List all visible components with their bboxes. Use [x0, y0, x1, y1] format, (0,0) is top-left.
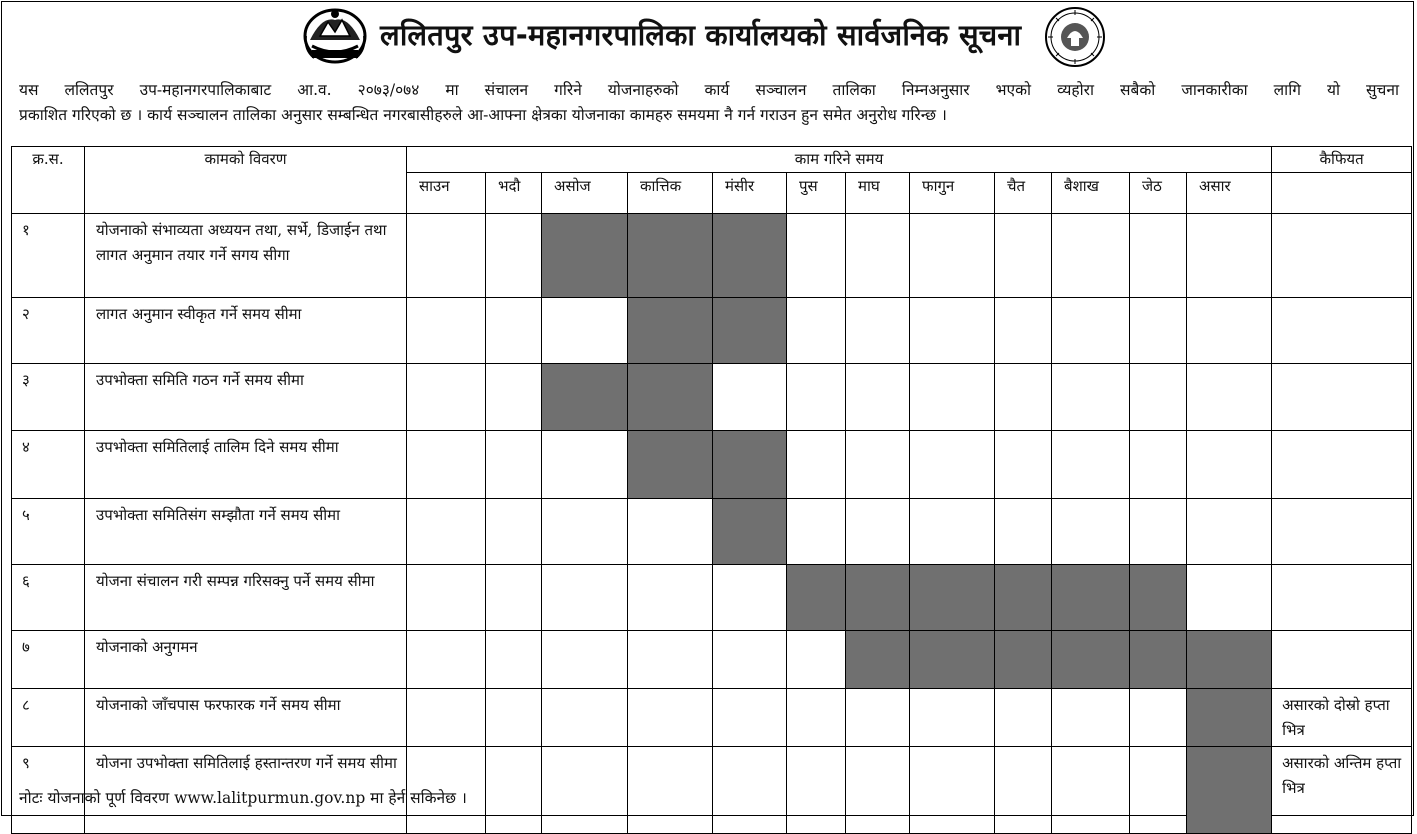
- schedule-cell: [846, 689, 910, 747]
- schedule-cell: [846, 431, 910, 499]
- month-header: बैशाख: [1052, 173, 1130, 214]
- remark: [1272, 298, 1412, 364]
- serial-number: २: [12, 298, 85, 364]
- remark: [1272, 364, 1412, 431]
- table-row: [12, 431, 1412, 499]
- schedule-cell: [1130, 431, 1187, 499]
- schedule-cell: [846, 214, 910, 298]
- schedule-cell-active: [1187, 631, 1272, 689]
- schedule-cell: [1052, 298, 1130, 364]
- schedule-cell: [1187, 565, 1272, 631]
- schedule-cell: [846, 747, 910, 834]
- schedule-cell-active: [787, 565, 846, 631]
- schedule-cell: [628, 565, 713, 631]
- schedule-cell: [486, 565, 542, 631]
- schedule-cell: [628, 689, 713, 747]
- month-header: असार: [1187, 173, 1272, 214]
- schedule-cell: [1130, 298, 1187, 364]
- schedule-cell: [1187, 298, 1272, 364]
- schedule-cell: [910, 431, 995, 499]
- schedule-cell: [407, 499, 486, 565]
- schedule-cell: [407, 565, 486, 631]
- task-description: उपभोक्ता समितिलाई तालिम दिने समय सीमा: [85, 431, 407, 499]
- task-description: योजनाको संभाव्यता अध्ययन तथा, सर्भे, डिजाईन तथा लागत अनुमान तयार गर्ने सगय सीगा: [85, 214, 407, 298]
- schedule-cell-active: [713, 298, 787, 364]
- col-header-work-time: काम गरिने समय: [407, 147, 1272, 173]
- schedule-cell: [910, 499, 995, 565]
- schedule-cell-active: [995, 631, 1052, 689]
- schedule-cell-active: [1052, 631, 1130, 689]
- schedule-cell: [407, 214, 486, 298]
- schedule-cell: [1052, 364, 1130, 431]
- serial-number: ५: [12, 499, 85, 565]
- schedule-cell: [1052, 747, 1130, 834]
- remark: [1272, 565, 1412, 631]
- schedule-cell-active: [910, 631, 995, 689]
- schedule-cell-active: [995, 565, 1052, 631]
- schedule-cell: [628, 499, 713, 565]
- schedule-cell-active: [713, 431, 787, 499]
- schedule-cell: [1187, 214, 1272, 298]
- schedule-cell: [542, 747, 628, 834]
- serial-number: ६: [12, 565, 85, 631]
- schedule-cell: [910, 747, 995, 834]
- table-row: [12, 214, 1412, 298]
- month-header: भदौ: [486, 173, 542, 214]
- schedule-cell: [846, 364, 910, 431]
- schedule-cell: [713, 689, 787, 747]
- schedule-cell: [486, 631, 542, 689]
- remark: [1272, 499, 1412, 565]
- col-header-sn: क्र.स.: [12, 147, 85, 214]
- work-schedule-table: [11, 146, 1412, 834]
- schedule-cell: [542, 431, 628, 499]
- month-header: चैत: [995, 173, 1052, 214]
- schedule-cell: [628, 747, 713, 834]
- schedule-cell: [1052, 689, 1130, 747]
- serial-number: ७: [12, 631, 85, 689]
- schedule-cell-active: [713, 214, 787, 298]
- schedule-cell: [1130, 499, 1187, 565]
- schedule-cell: [995, 499, 1052, 565]
- month-header: मंसीर: [713, 173, 787, 214]
- schedule-cell: [407, 631, 486, 689]
- schedule-cell-active: [846, 565, 910, 631]
- remark: असारको दोस्रो हप्ता भित्र: [1272, 689, 1412, 747]
- schedule-cell: [407, 364, 486, 431]
- schedule-cell: [542, 298, 628, 364]
- schedule-body: [12, 214, 1412, 834]
- task-description: योजना उपभोक्ता समितिलाई हस्तान्तरण गर्ने समय सीमा: [85, 747, 407, 834]
- schedule-cell: [787, 298, 846, 364]
- schedule-cell: [1130, 747, 1187, 834]
- lalitpur-municipality-seal-icon: [1041, 6, 1109, 68]
- month-header: असोज: [542, 173, 628, 214]
- month-header: पुस: [787, 173, 846, 214]
- schedule-cell: [910, 214, 995, 298]
- table-row: [12, 689, 1412, 747]
- schedule-cell-active: [542, 364, 628, 431]
- schedule-cell: [846, 298, 910, 364]
- schedule-cell: [486, 364, 542, 431]
- month-header: जेठ: [1130, 173, 1187, 214]
- task-description: योजनाको जाँचपास फरफारक गर्ने समय सीमा: [85, 689, 407, 747]
- table-row: [12, 298, 1412, 364]
- schedule-cell: [486, 747, 542, 834]
- serial-number: ८: [12, 689, 85, 747]
- schedule-cell: [628, 631, 713, 689]
- schedule-cell: [846, 499, 910, 565]
- schedule-cell: [995, 747, 1052, 834]
- schedule-cell: [486, 214, 542, 298]
- schedule-cell: [1130, 214, 1187, 298]
- remark: [1272, 631, 1412, 689]
- schedule-cell: [910, 364, 995, 431]
- schedule-cell: [995, 689, 1052, 747]
- intro-text: [19, 78, 1399, 128]
- remark: [1272, 214, 1412, 298]
- schedule-cell-active: [628, 431, 713, 499]
- schedule-cell: [995, 298, 1052, 364]
- schedule-cell-active: [846, 631, 910, 689]
- table-row: [12, 364, 1412, 431]
- month-header: साउन: [407, 173, 486, 214]
- schedule-cell: [713, 631, 787, 689]
- schedule-cell-active: [713, 499, 787, 565]
- remark: असारको अन्तिम हप्ता भित्र: [1272, 747, 1412, 834]
- schedule-cell: [995, 364, 1052, 431]
- col-header-description: कामको विवरण: [85, 147, 407, 214]
- schedule-cell: [1187, 431, 1272, 499]
- schedule-cell: [407, 689, 486, 747]
- col-header-remarks: कैफियत: [1272, 147, 1412, 173]
- schedule-cell: [1052, 499, 1130, 565]
- schedule-cell: [1052, 214, 1130, 298]
- footer-note: नोटः योजनाको पूर्ण विवरण www.lalitpurmun.gov.np मा हेर्न सकिनेछ ।: [19, 789, 467, 807]
- schedule-cell: [1130, 364, 1187, 431]
- schedule-cell-active: [628, 214, 713, 298]
- schedule-cell: [713, 565, 787, 631]
- serial-number: ४: [12, 431, 85, 499]
- month-header: कात्तिक: [628, 173, 713, 214]
- header: [0, 0, 1417, 70]
- intro-line-1: यस ललितपुर उप-महानगरपालिकाबाट आ.व. २०७३/०७४ मा संचालन गरिने योजनाहरुको कार्य सञ्चालन तालिका निम्नअनुसार भएको व्यहोरा सबैको जानकारीका लागि यो सुचना: [19, 81, 1399, 99]
- table-row: [12, 499, 1412, 565]
- serial-number: ३: [12, 364, 85, 431]
- nepal-coat-of-arms-icon: [302, 6, 368, 68]
- schedule-cell: [713, 364, 787, 431]
- task-description: योजनाको अनुगमन: [85, 631, 407, 689]
- serial-number: ९: [12, 747, 85, 834]
- month-header: माघ: [846, 173, 910, 214]
- schedule-cell: [486, 431, 542, 499]
- schedule-cell: [407, 298, 486, 364]
- remarks-subheader: [1272, 173, 1412, 214]
- schedule-cell-active: [628, 364, 713, 431]
- task-description: उपभोक्ता समितिसंग सम्झौता गर्ने समय सीमा: [85, 499, 407, 565]
- task-description: उपभोक्ता समिति गठन गर्ने समय सीमा: [85, 364, 407, 431]
- schedule-cell: [486, 499, 542, 565]
- schedule-cell: [486, 689, 542, 747]
- remark: [1272, 431, 1412, 499]
- table-row: [12, 565, 1412, 631]
- schedule-cell: [542, 631, 628, 689]
- schedule-cell: [910, 298, 995, 364]
- schedule-cell: [542, 499, 628, 565]
- schedule-cell: [787, 214, 846, 298]
- schedule-cell: [713, 747, 787, 834]
- task-description: योजना संचालन गरी सम्पन्न गरिसक्नु पर्ने समय सीमा: [85, 565, 407, 631]
- schedule-cell: [1187, 499, 1272, 565]
- month-header: फागुन: [910, 173, 995, 214]
- schedule-cell: [542, 565, 628, 631]
- schedule-cell: [787, 631, 846, 689]
- schedule-cell: [787, 431, 846, 499]
- schedule-cell: [1130, 689, 1187, 747]
- schedule-cell: [787, 364, 846, 431]
- schedule-cell: [995, 214, 1052, 298]
- schedule-cell: [486, 298, 542, 364]
- schedule-cell: [910, 689, 995, 747]
- schedule-cell: [542, 689, 628, 747]
- schedule-cell: [995, 431, 1052, 499]
- intro-line-2: प्रकाशित गरिएको छ । कार्य सञ्चालन तालिका अनुसार सम्बन्धित नगरबासीहरुले आ-आफ्ना क्षेत्रका योजनाका कामहरु समयमा नै गर्न गराउन हुन समेत अनुरोध गरिन्छ ।: [19, 106, 947, 124]
- schedule-cell: [1052, 431, 1130, 499]
- schedule-cell-active: [1130, 631, 1187, 689]
- page-title: ललितपुर उप-महानगरपालिका कार्यालयको सार्वजनिक सूचना: [380, 18, 1022, 52]
- schedule-cell-active: [1130, 565, 1187, 631]
- schedule-cell-active: [1052, 565, 1130, 631]
- schedule-cell: [787, 747, 846, 834]
- schedule-cell: [1187, 364, 1272, 431]
- serial-number: १: [12, 214, 85, 298]
- schedule-cell-active: [1187, 747, 1272, 834]
- schedule-cell: [787, 499, 846, 565]
- schedule-cell-active: [542, 214, 628, 298]
- schedule-cell-active: [1187, 689, 1272, 747]
- table-row: [12, 631, 1412, 689]
- schedule-cell-active: [910, 565, 995, 631]
- schedule-cell: [787, 689, 846, 747]
- schedule-cell-active: [628, 298, 713, 364]
- schedule-cell: [407, 431, 486, 499]
- task-description: लागत अनुमान स्वीकृत गर्ने समय सीमा: [85, 298, 407, 364]
